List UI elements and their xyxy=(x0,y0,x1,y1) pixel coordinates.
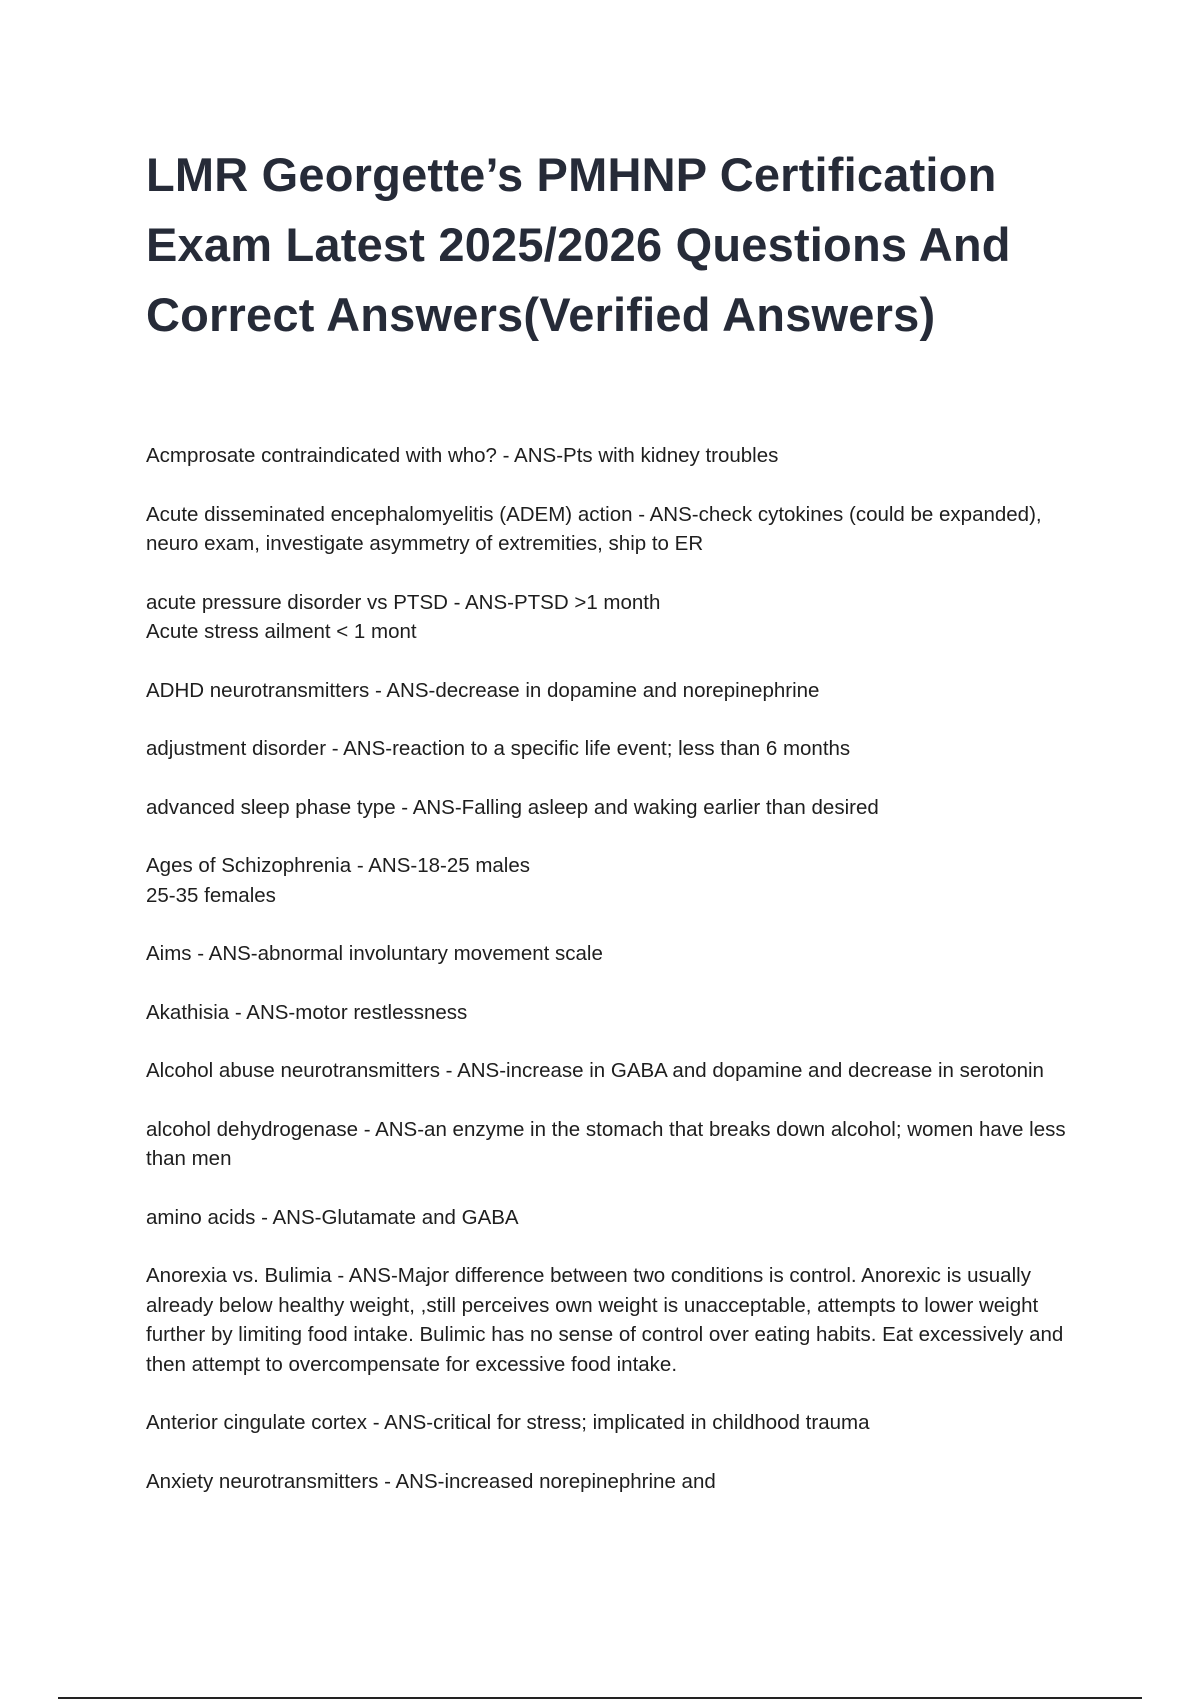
qa-entry: Acute disseminated encephalomyelitis (ADEM) action - ANS-check cytokines (could be expanded), neuro exam, investigate asymmetry of extremities, ship to ER xyxy=(146,502,1042,555)
qa-list xyxy=(146,441,1066,1525)
qa-entry: ADHD neurotransmitters - ANS-decrease in dopamine and norepinephrine xyxy=(146,678,820,702)
qa-entry: adjustment disorder - ANS-reaction to a specific life event; less than 6 months xyxy=(146,737,851,760)
qa-entry: amino acids - ANS-Glutamate and GABA xyxy=(146,1205,519,1229)
qa-entry: Anorexia vs. Bulimia - ANS-Major difference between two conditions is control. Anorexic is usually already below healthy weight, ,still perceives own weight is unacceptable, attempts to lower weight further by limiting food intake. Bulimic has no sense of control over eating habits. Eat excessively and then attempt to overcompensate for excessive food intake. xyxy=(146,1264,1064,1376)
qa-entry: alcohol dehydrogenase - ANS-an enzyme in the stomach that breaks down alcohol; women have less than men xyxy=(146,1117,1066,1170)
qa-entry: Alcohol abuse neurotransmitters - ANS-increase in GABA and dopamine and decrease in serotonin xyxy=(146,1059,1044,1082)
qa-entry: Acmprosate contraindicated with who? - ANS-Pts with kidney troubles xyxy=(146,444,779,467)
qa-entry: Akathisia - ANS-motor restlessness xyxy=(146,1000,468,1024)
qa-entry: Ages of Schizophrenia - ANS-18-25 males 25-35 females xyxy=(146,854,531,907)
qa-entry: Aims - ANS-abnormal involuntary movement scale xyxy=(146,942,603,965)
qa-entry: acute pressure disorder vs PTSD - ANS-PTSD >1 month Acute stress ailment < 1 mont xyxy=(146,590,661,643)
document-title: LMR Georgette’s PMHNP Certification Exam Latest 2025/2026 Questions And Correct Answers(Verified Answers) xyxy=(146,148,1011,341)
qa-entry: advanced sleep phase type - ANS-Falling asleep and waking earlier than desired xyxy=(146,795,879,819)
qa-entry: Anxiety neurotransmitters - ANS-increased norepinephrine and xyxy=(146,1469,716,1493)
footer-divider xyxy=(58,1697,1142,1699)
qa-entry: Anterior cingulate cortex - ANS-critical for stress; implicated in childhood trauma xyxy=(146,1411,870,1434)
